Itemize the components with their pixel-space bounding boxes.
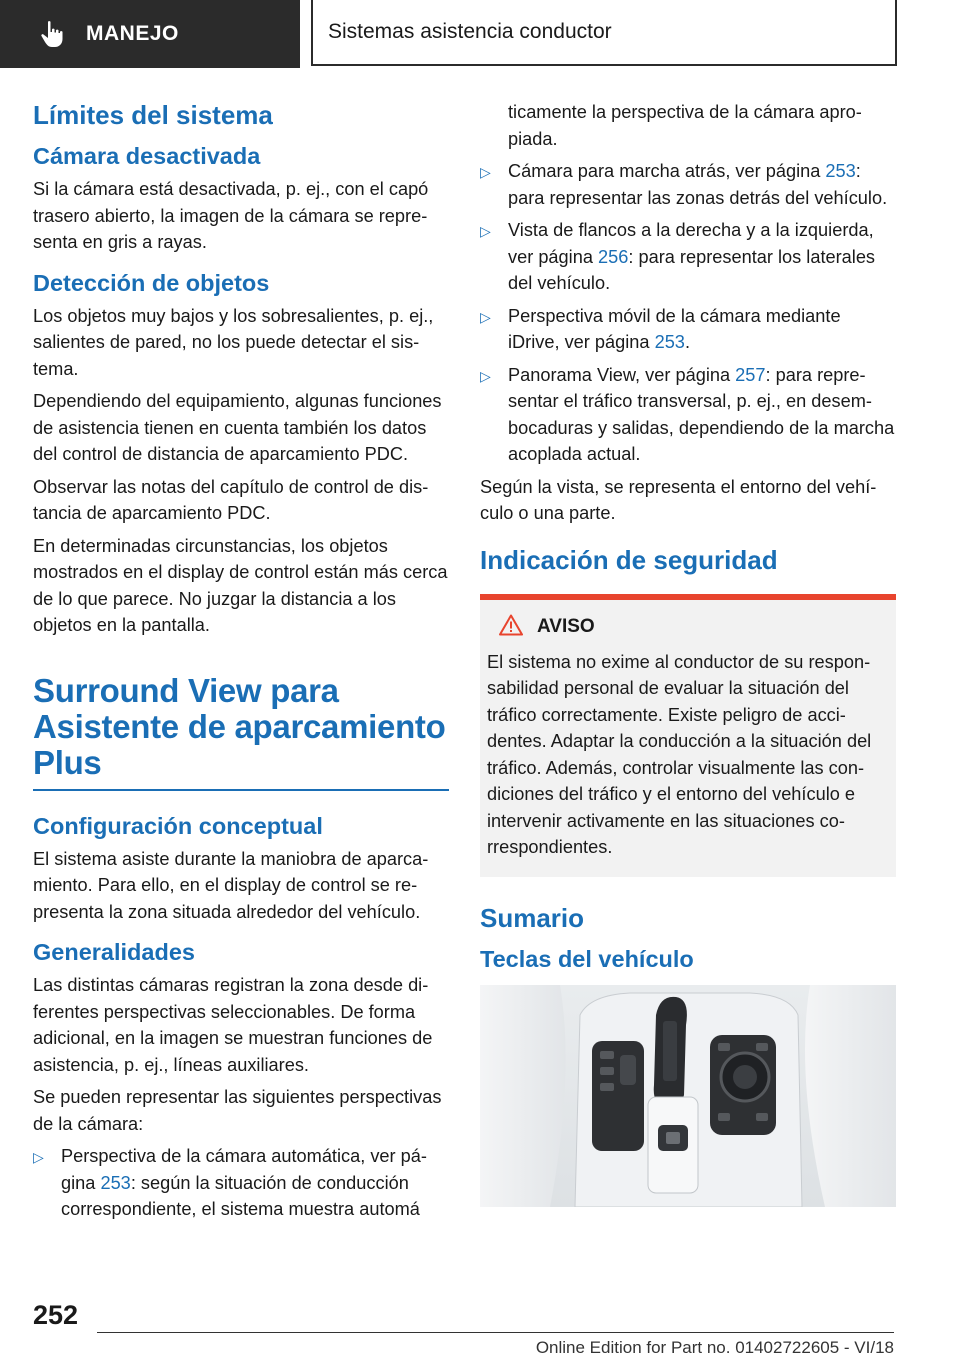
heading-camera-off: Cámara desactivada bbox=[33, 143, 261, 169]
heading-general: Generalidades bbox=[33, 939, 195, 965]
header-section-tab bbox=[0, 0, 300, 68]
page-link[interactable]: 257 bbox=[735, 364, 766, 385]
warning-triangle-icon bbox=[499, 614, 523, 641]
page-link[interactable]: 253 bbox=[825, 161, 856, 181]
heading-concept: Configuración conceptual bbox=[33, 812, 323, 839]
list-item bbox=[480, 158, 896, 211]
page-link[interactable]: 253 bbox=[654, 332, 685, 352]
bullet-triangle-icon: ▷ bbox=[480, 164, 491, 180]
heading-limits: Límites del sistema bbox=[33, 100, 273, 130]
list-item-text: Vista de flancos a la derecha y a la izquierda, ver página 256: para representar los laterales del vehículo. bbox=[508, 220, 876, 293]
heading-safety: Indicación de seguridad bbox=[480, 544, 778, 575]
bullet-triangle-icon: ▷ bbox=[33, 1149, 44, 1165]
heading-summary: Sumario bbox=[480, 902, 585, 933]
bullet-triangle-icon: ▷ bbox=[480, 308, 491, 325]
list-item bbox=[480, 362, 896, 468]
page-link[interactable]: 253 bbox=[100, 1172, 131, 1193]
heading-vehicle-keys: Teclas del vehículo bbox=[480, 945, 694, 972]
paragraph-detection-1: Los objetos muy bajos y los sobresalientes, p. ej., salientes de pared, no los puede detectar el sistema. bbox=[33, 305, 434, 379]
warning-text: El sistema no exime al conductor de su responsabilidad personal de evaluar la situación del tráfico correctamente. Existe peligro de accidentes. Adaptar la conducción a la situación del tráfico. Además, controlar visualmente las condiciones del tráfico y el entorno del vehículo e intervenir activamente en las situaciones correspondientes. bbox=[487, 651, 872, 857]
list-item bbox=[33, 1143, 449, 1223]
list-item-continuation: ticamente la perspectiva de la cámara apropiada. bbox=[508, 102, 862, 149]
paragraph-detection-2: Dependiendo del equipamiento, algunas funciones de asistencia tienen en cuenta también los datos del control de distancia de aparcamiento PDC. bbox=[33, 391, 442, 464]
page-number: 252 bbox=[33, 1300, 79, 1330]
center-console-photo bbox=[480, 985, 896, 1207]
left-column bbox=[33, 92, 449, 1229]
header-section-label: MANEJO bbox=[86, 22, 179, 45]
warning-title: AVISO bbox=[537, 616, 595, 637]
list-item-text: Cámara para marcha atrás, ver página 253: para representar las zonas detrás del vehículo. bbox=[508, 161, 888, 208]
footer-edition: Online Edition for Part no. 01402722605 - VI/18 bbox=[535, 1338, 894, 1357]
paragraph-camera-off: Si la cámara está desactivada, p. ej., con el capó trasero abierto, la imagen de la cámara se representa en gris a rayas. bbox=[33, 179, 429, 252]
paragraph-concept: El sistema asiste durante la maniobra de aparcamiento. Para ello, en el display de control se representa la zona situada alrededor del vehículo. bbox=[33, 848, 429, 922]
bullet-triangle-icon: ▷ bbox=[480, 223, 491, 239]
heading-surround-view: Surround View para Asistente de aparcamiento Plus bbox=[33, 673, 449, 791]
warning-box bbox=[480, 594, 896, 877]
paragraph-general-2: Se pueden representar las siguientes perspectivas de la cámara: bbox=[33, 1087, 442, 1134]
header-chapter-label: Sistemas asistencia conductor bbox=[328, 20, 612, 43]
heading-detection: Detección de objetos bbox=[33, 269, 270, 296]
paragraph-general-1: Las distintas cámaras registran la zona desde diferentes perspectivas seleccionables. De forma adicional, en la imagen se muestran funciones de asistencia, p. ej., líneas auxiliares. bbox=[33, 975, 433, 1075]
header-chapter-tab bbox=[311, 0, 897, 66]
list-item bbox=[480, 303, 896, 356]
warning-header bbox=[499, 614, 888, 641]
list-item-text: Panorama View, ver página 257: para representar el tráfico transversal, p. ej., en desembocaduras y salidas, dependiendo de la marcha acoplada actual. bbox=[508, 364, 895, 464]
bullet-triangle-icon: ▷ bbox=[480, 367, 491, 384]
paragraph-view: Según la vista, se representa el entorno del vehículo o una parte. bbox=[480, 476, 877, 523]
page-link[interactable]: 256 bbox=[598, 246, 629, 267]
list-item bbox=[480, 217, 896, 297]
list-item-text: Perspectiva móvil de la cámara mediante iDrive, ver página 253. bbox=[508, 305, 841, 352]
paragraph-detection-4: En determinadas circunstancias, los objetos mostrados en el display de control están más cerca de lo que parece. No juzgar la distancia a los objetos en la pantalla. bbox=[33, 535, 448, 635]
footer-divider bbox=[97, 1332, 894, 1333]
hand-pointer-icon bbox=[38, 19, 68, 49]
right-column bbox=[480, 99, 896, 1207]
paragraph-detection-3: Observar las notas del capítulo de control de distancia de aparcamiento PDC. bbox=[33, 476, 429, 523]
list-item-text: Perspectiva de la cámara automática, ver página 253: según la situación de conducción correspondiente, el sistema muestra automá bbox=[61, 1146, 427, 1219]
